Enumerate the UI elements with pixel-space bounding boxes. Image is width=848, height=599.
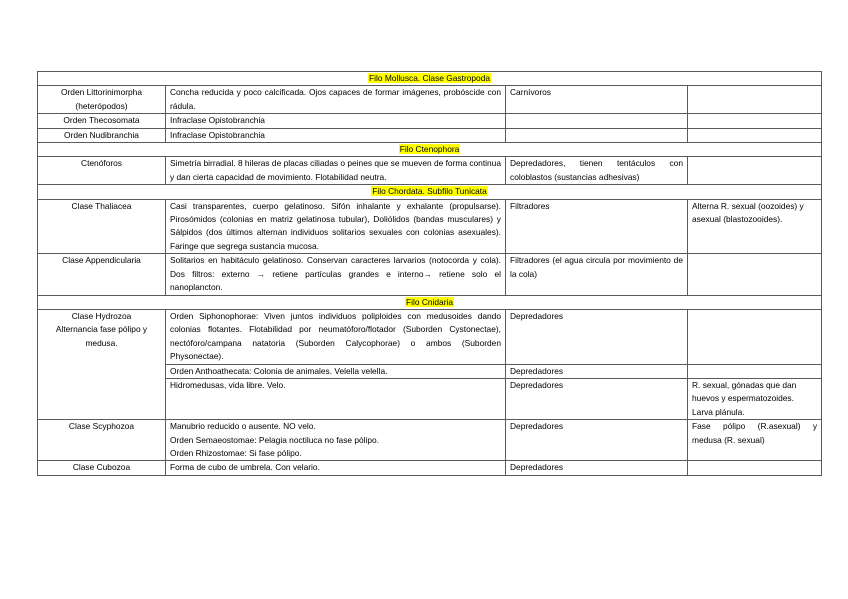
table-row	[38, 461, 822, 475]
table-row	[38, 254, 822, 295]
group-title-mollusca: Filo Mollusca. Clase Gastropoda	[369, 73, 491, 83]
description: Forma de cubo de umbrela. Con velario.	[166, 461, 506, 475]
description: Solitarios en habitáculo gelatinoso. Conservan caracteres larvarios (notocorda y cola). Dos filtros: externo → retiene partículas grandes e interno→ retiene solo el nanoplancton.	[166, 254, 506, 295]
feeding: Depredadores	[506, 420, 688, 461]
description: Hidromedusas, vida libre. Velo.	[166, 378, 506, 419]
notes	[688, 114, 822, 128]
description: Infraclase Opistobranchia	[166, 128, 506, 142]
notes: Fase pólipo (R.asexual) y medusa (R. sexual)	[688, 420, 822, 461]
taxon-name: Orden Littorinimorpha (heterópodos)	[38, 86, 166, 114]
group-row-cnidaria	[38, 295, 822, 309]
group-header	[38, 295, 822, 309]
feeding: Filtradores (el agua circula por movimiento de la cola)	[506, 254, 688, 295]
description: Infraclase Opistobranchia	[166, 114, 506, 128]
notes	[688, 128, 822, 142]
group-title-chordata: Filo Chordata. Subfilo Tunicata	[372, 186, 487, 197]
group-header	[38, 72, 822, 86]
taxon-name: Clase Appendicularia	[38, 254, 166, 295]
notes	[688, 157, 822, 185]
classification-table	[37, 71, 822, 476]
feeding: Depredadores, tienen tentáculos con coloblastos (sustancias adhesivas)	[506, 157, 688, 185]
table-row	[38, 309, 822, 364]
description-line: Orden Semaeostomae: Pelagia noctiluca no fase pólipo.	[170, 434, 380, 445]
table-row	[38, 199, 822, 254]
feeding: Filtradores	[506, 199, 688, 254]
table-row	[38, 114, 822, 128]
feeding: Depredadores	[506, 378, 688, 419]
feeding: Carnívoros	[506, 86, 688, 114]
taxon-name: Clase Cubozoa	[38, 461, 166, 475]
group-row-ctenophora	[38, 143, 822, 157]
taxon-name-note: Alternancia fase pólipo y medusa.	[55, 324, 148, 348]
feeding: Depredadores	[506, 461, 688, 475]
notes	[688, 309, 822, 364]
group-header	[38, 185, 822, 199]
description-line: Manubrio reducido o ausente. NO velo.	[170, 421, 316, 432]
group-row-chordata	[38, 185, 822, 199]
notes	[688, 461, 822, 475]
feeding: Depredadores	[506, 309, 688, 364]
table-row	[38, 86, 822, 114]
group-row-mollusca	[38, 72, 822, 86]
description: Simetría birradial. 8 hileras de placas ciliadas o peines que se mueven de forma continua y dan cierta capacidad de movimiento. Flotabilidad neutra.	[166, 157, 506, 185]
notes	[688, 86, 822, 114]
taxon-name: Ctenóforos	[38, 157, 166, 185]
description-line: Orden Rhizostomae: Si fase pólipo.	[170, 447, 302, 458]
description: Orden Anthoathecata: Colonia de animales. Velella velella.	[166, 364, 506, 378]
group-title-ctenophora: Filo Ctenophora	[399, 144, 460, 155]
table-row	[38, 420, 822, 461]
description: Concha reducida y poco calcificada. Ojos capaces de formar imágenes, probóscide con rádula.	[166, 86, 506, 114]
table-row	[38, 157, 822, 185]
taxon-name: Orden Nudibranchia	[38, 128, 166, 142]
notes: Alterna R. sexual (oozoides) y asexual (blastozooides).	[688, 199, 822, 254]
notes: R. sexual, gónadas que dan huevos y espermatozoides. Larva plánula.	[688, 378, 822, 419]
taxon-name: Clase Thaliacea	[38, 199, 166, 254]
taxon-name-line: Clase Hydrozoa	[71, 310, 132, 321]
taxon-name: Clase Scyphozoa	[38, 420, 166, 461]
group-title-cnidaria: Filo Cnidaria	[406, 296, 454, 307]
notes	[688, 364, 822, 378]
group-header	[38, 143, 822, 157]
description: Orden Siphonophorae: Viven juntos individuos poliploides con medusoides dando colonias flotantes. Flotabilidad por neumatóforo/flotador (Suborden Cystonectae), nectóforo/campana natatoria (Suborden Calycophorae) o ambos (Suborden Physonectae).	[166, 309, 506, 364]
notes	[688, 254, 822, 295]
taxon-name	[38, 309, 166, 419]
feeding: Depredadores	[506, 364, 688, 378]
feeding	[506, 128, 688, 142]
feeding	[506, 114, 688, 128]
description: Casi transparentes, cuerpo gelatinoso. Sifón inhalante y exhalante (propulsarse). Pirosómidos (colonias en matriz gelatinosa tubular), Doliólidos (bandas musculares) y Sálpidos (dos últimos alternan individuos solitarios sexuales con colonias asexuales). Faringe que segrega sustancia mucosa.	[166, 199, 506, 254]
taxon-name: Orden Thecosomata	[38, 114, 166, 128]
table-row	[38, 128, 822, 142]
description	[166, 420, 506, 461]
